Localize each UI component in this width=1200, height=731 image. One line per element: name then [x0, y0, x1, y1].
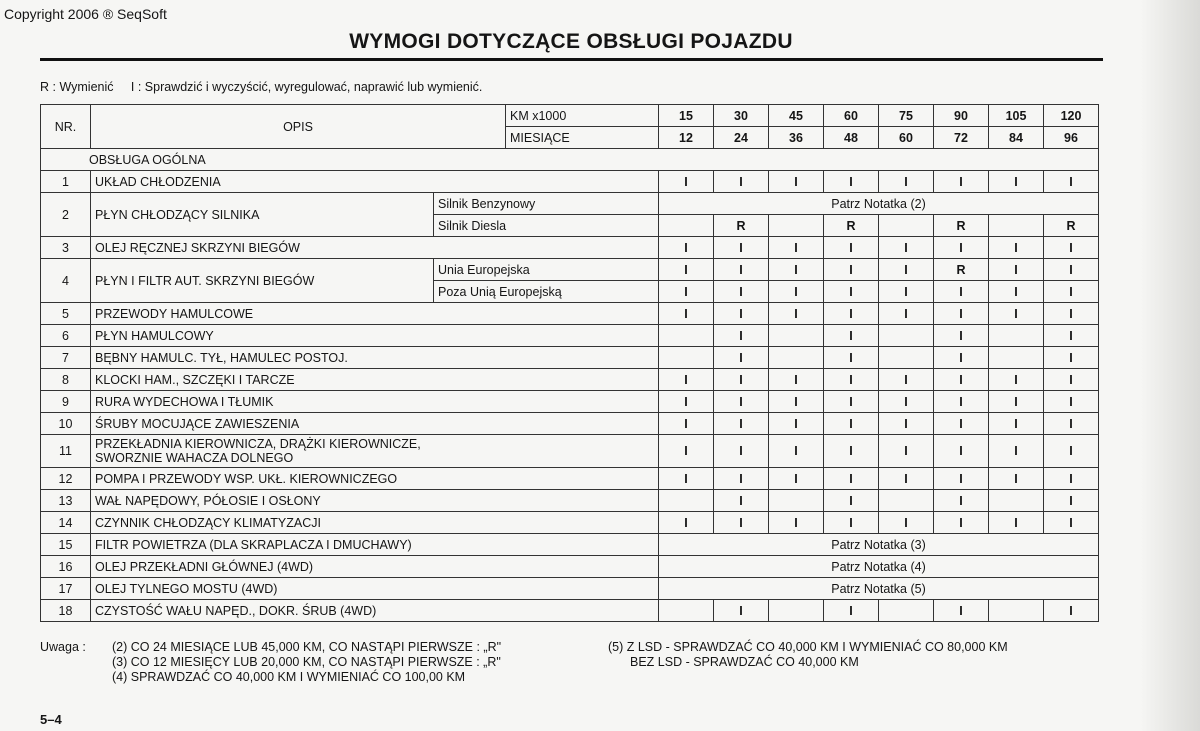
interval-mark: I	[1044, 490, 1099, 512]
interval-mark: I	[989, 237, 1044, 259]
legend-inspect: I : Sprawdzić i wyczyścić, wyregulować, naprawić lub wymienić.	[130, 80, 483, 94]
months-value: 24	[714, 127, 769, 149]
row-number: 9	[41, 391, 91, 413]
table-row	[41, 556, 1099, 578]
interval-mark: I	[824, 600, 879, 622]
row-number: 18	[41, 600, 91, 622]
interval-mark: I	[824, 468, 879, 490]
table-row	[41, 600, 1099, 622]
title-underline	[40, 58, 1103, 61]
nr-header: NR.	[41, 105, 91, 149]
table-row	[41, 534, 1099, 556]
interval-mark: I	[659, 237, 714, 259]
months-value: 60	[879, 127, 934, 149]
row-number: 4	[41, 259, 91, 303]
row-variant: Poza Unią Europejską	[434, 281, 659, 303]
interval-mark: I	[769, 237, 824, 259]
interval-mark	[879, 347, 934, 369]
row-note: Patrz Notatka (5)	[659, 578, 1099, 600]
row-note: Patrz Notatka (3)	[659, 534, 1099, 556]
km-value: 75	[879, 105, 934, 127]
table-row	[41, 413, 1099, 435]
interval-mark	[989, 215, 1044, 237]
row-description: OLEJ TYLNEGO MOSTU (4WD)	[91, 578, 659, 600]
months-value: 72	[934, 127, 989, 149]
interval-mark: I	[769, 259, 824, 281]
interval-mark: I	[934, 468, 989, 490]
row-description: PŁYN I FILTR AUT. SKRZYNI BIEGÓW	[91, 259, 434, 303]
interval-mark: I	[769, 303, 824, 325]
interval-mark: I	[879, 171, 934, 193]
row-number: 6	[41, 325, 91, 347]
table-row	[41, 369, 1099, 391]
km-value: 15	[659, 105, 714, 127]
row-number: 8	[41, 369, 91, 391]
interval-mark	[989, 490, 1044, 512]
interval-mark: I	[934, 303, 989, 325]
opis-header: OPIS	[91, 105, 506, 149]
table-row	[41, 435, 1099, 468]
interval-mark: I	[879, 391, 934, 413]
interval-mark: I	[934, 281, 989, 303]
interval-mark: R	[934, 259, 989, 281]
interval-mark: I	[824, 259, 879, 281]
interval-mark: I	[989, 369, 1044, 391]
row-description-line: PRZEKŁADNIA KIEROWNICZA, DRĄŻKI KIEROWNICZE,	[95, 437, 421, 451]
interval-mark: I	[659, 468, 714, 490]
interval-mark: I	[714, 600, 769, 622]
interval-mark: I	[1044, 237, 1099, 259]
interval-mark	[659, 347, 714, 369]
interval-mark: R	[714, 215, 769, 237]
row-description: CZYNNIK CHŁODZĄCY KLIMATYZACJI	[91, 512, 659, 534]
table-row	[41, 347, 1099, 369]
interval-mark: I	[989, 512, 1044, 534]
table-row	[41, 193, 1099, 215]
table-row	[41, 512, 1099, 534]
interval-mark: I	[1044, 512, 1099, 534]
interval-mark: I	[714, 512, 769, 534]
interval-mark: I	[934, 490, 989, 512]
row-variant: Silnik Diesla	[434, 215, 659, 237]
interval-mark: I	[934, 391, 989, 413]
interval-mark: I	[714, 369, 769, 391]
months-value: 36	[769, 127, 824, 149]
interval-mark: I	[769, 281, 824, 303]
interval-mark: I	[879, 435, 934, 468]
interval-mark: I	[824, 237, 879, 259]
km-value: 120	[1044, 105, 1099, 127]
interval-mark: I	[824, 512, 879, 534]
legend-replace: R : Wymienić	[40, 80, 114, 94]
interval-mark: I	[659, 303, 714, 325]
row-number: 5	[41, 303, 91, 325]
interval-mark: I	[989, 391, 1044, 413]
row-variant: Unia Europejska	[434, 259, 659, 281]
interval-mark: I	[769, 369, 824, 391]
interval-mark: I	[934, 413, 989, 435]
interval-mark: I	[1044, 468, 1099, 490]
interval-mark: I	[714, 490, 769, 512]
interval-mark: I	[714, 171, 769, 193]
interval-mark: I	[824, 435, 879, 468]
row-description-line: SWORZNIE WAHACZA DOLNEGO	[95, 451, 294, 465]
interval-mark	[989, 325, 1044, 347]
interval-mark: I	[714, 435, 769, 468]
row-description: ŚRUBY MOCUJĄCE ZAWIESZENIA	[91, 413, 659, 435]
interval-mark	[879, 600, 934, 622]
interval-mark	[659, 490, 714, 512]
row-number: 16	[41, 556, 91, 578]
interval-mark	[659, 215, 714, 237]
interval-mark: I	[769, 468, 824, 490]
interval-mark	[769, 600, 824, 622]
table-row	[41, 303, 1099, 325]
interval-mark	[769, 490, 824, 512]
interval-mark: I	[714, 413, 769, 435]
interval-mark: I	[934, 512, 989, 534]
row-number: 1	[41, 171, 91, 193]
interval-mark	[769, 215, 824, 237]
interval-mark: I	[769, 171, 824, 193]
row-number: 10	[41, 413, 91, 435]
interval-mark	[879, 325, 934, 347]
interval-mark	[769, 325, 824, 347]
interval-mark: I	[989, 281, 1044, 303]
interval-mark	[879, 490, 934, 512]
interval-mark: I	[879, 303, 934, 325]
interval-mark	[989, 347, 1044, 369]
interval-mark: I	[1044, 325, 1099, 347]
interval-mark: I	[714, 391, 769, 413]
interval-mark: I	[934, 347, 989, 369]
notes-left	[112, 640, 501, 685]
interval-mark: I	[1044, 391, 1099, 413]
months-value: 84	[989, 127, 1044, 149]
interval-mark: I	[659, 171, 714, 193]
interval-mark: R	[934, 215, 989, 237]
interval-mark: I	[714, 303, 769, 325]
interval-mark: I	[1044, 303, 1099, 325]
months-value: 48	[824, 127, 879, 149]
km-value: 30	[714, 105, 769, 127]
table-row	[41, 171, 1099, 193]
row-note: Patrz Notatka (2)	[659, 193, 1099, 215]
interval-mark	[989, 600, 1044, 622]
row-number: 3	[41, 237, 91, 259]
interval-mark: I	[1044, 171, 1099, 193]
page-number: 5–4	[40, 712, 62, 727]
interval-mark: I	[1044, 435, 1099, 468]
interval-mark: I	[934, 325, 989, 347]
row-number: 7	[41, 347, 91, 369]
interval-mark: I	[879, 512, 934, 534]
row-description: PŁYN CHŁODZĄCY SILNIKA	[91, 193, 434, 237]
interval-mark: I	[934, 600, 989, 622]
months-label: MIESIĄCE	[506, 127, 659, 149]
interval-mark: I	[879, 281, 934, 303]
interval-mark: I	[769, 391, 824, 413]
table-row	[41, 490, 1099, 512]
interval-mark: I	[659, 259, 714, 281]
interval-mark: I	[659, 281, 714, 303]
interval-mark: I	[714, 259, 769, 281]
interval-mark: I	[1044, 259, 1099, 281]
row-description: KLOCKI HAM., SZCZĘKI I TARCZE	[91, 369, 659, 391]
km-value: 45	[769, 105, 824, 127]
notes-right	[608, 640, 1008, 670]
interval-mark: I	[879, 413, 934, 435]
row-number: 13	[41, 490, 91, 512]
interval-mark: I	[659, 413, 714, 435]
interval-mark: I	[989, 468, 1044, 490]
interval-mark: I	[659, 369, 714, 391]
interval-mark: I	[934, 435, 989, 468]
interval-mark	[659, 325, 714, 347]
interval-mark: I	[934, 171, 989, 193]
interval-mark: I	[824, 391, 879, 413]
note-5a: (5) Z LSD - SPRAWDZAĆ CO 40,000 KM I WYMIENIAĆ CO 80,000 KM	[608, 640, 1008, 654]
interval-mark: I	[1044, 413, 1099, 435]
months-value: 96	[1044, 127, 1099, 149]
row-description: WAŁ NAPĘDOWY, PÓŁOSIE I OSŁONY	[91, 490, 659, 512]
interval-mark: I	[989, 171, 1044, 193]
table-row	[41, 259, 1099, 281]
row-number: 17	[41, 578, 91, 600]
interval-mark	[769, 347, 824, 369]
interval-mark	[879, 215, 934, 237]
row-description: UKŁAD CHŁODZENIA	[91, 171, 659, 193]
interval-mark: I	[659, 512, 714, 534]
legend	[40, 80, 482, 94]
row-number: 12	[41, 468, 91, 490]
row-description: PRZEWODY HAMULCOWE	[91, 303, 659, 325]
interval-mark: I	[824, 490, 879, 512]
interval-mark: I	[879, 237, 934, 259]
row-number: 11	[41, 435, 91, 468]
interval-mark: I	[824, 413, 879, 435]
table-row	[41, 468, 1099, 490]
interval-mark: I	[824, 303, 879, 325]
row-description: OLEJ PRZEKŁADNI GŁÓWNEJ (4WD)	[91, 556, 659, 578]
interval-mark: I	[659, 435, 714, 468]
interval-mark: I	[1044, 281, 1099, 303]
interval-mark: I	[824, 325, 879, 347]
interval-mark: I	[769, 435, 824, 468]
km-value: 90	[934, 105, 989, 127]
page-title: WYMOGI DOTYCZĄCE OBSŁUGI POJAZDU	[349, 30, 793, 53]
row-description: POMPA I PRZEWODY WSP. UKŁ. KIEROWNICZEGO	[91, 468, 659, 490]
section-row	[41, 149, 1099, 171]
table-row	[41, 325, 1099, 347]
interval-mark: I	[934, 369, 989, 391]
row-number: 2	[41, 193, 91, 237]
row-note: Patrz Notatka (4)	[659, 556, 1099, 578]
header-row-km	[41, 105, 1099, 127]
row-description: CZYSTOŚĆ WAŁU NAPĘD., DOKR. ŚRUB (4WD)	[91, 600, 659, 622]
interval-mark: I	[879, 369, 934, 391]
interval-mark: I	[769, 413, 824, 435]
note-3: (3) CO 12 MIESIĘCY LUB 20,000 KM, CO NASTĄPI PIERWSZE : „R"	[112, 655, 501, 669]
row-number: 14	[41, 512, 91, 534]
interval-mark: I	[934, 237, 989, 259]
row-variant: Silnik Benzynowy	[434, 193, 659, 215]
interval-mark: I	[879, 259, 934, 281]
row-description	[91, 435, 659, 468]
interval-mark: I	[824, 171, 879, 193]
note-4: (4) SPRAWDZAĆ CO 40,000 KM I WYMIENIAĆ CO 100,00 KM	[112, 670, 466, 684]
row-description: PŁYN HAMULCOWY	[91, 325, 659, 347]
interval-mark: I	[714, 347, 769, 369]
interval-mark: I	[714, 281, 769, 303]
interval-mark: I	[989, 413, 1044, 435]
row-description: FILTR POWIETRZA (DLA SKRAPLACZA I DMUCHAWY)	[91, 534, 659, 556]
copyright-text: Copyright 2006 ® SeqSoft	[4, 6, 167, 22]
table-row	[41, 391, 1099, 413]
km-value: 105	[989, 105, 1044, 127]
interval-mark: I	[989, 259, 1044, 281]
km-value: 60	[824, 105, 879, 127]
interval-mark: R	[824, 215, 879, 237]
interval-mark: I	[824, 347, 879, 369]
interval-mark: I	[824, 281, 879, 303]
km-label: KM x1000	[506, 105, 659, 127]
row-description: OLEJ RĘCZNEJ SKRZYNI BIEGÓW	[91, 237, 659, 259]
row-description: BĘBNY HAMULC. TYŁ, HAMULEC POSTOJ.	[91, 347, 659, 369]
row-number: 15	[41, 534, 91, 556]
interval-mark: I	[824, 369, 879, 391]
interval-mark: R	[1044, 215, 1099, 237]
interval-mark: I	[1044, 347, 1099, 369]
table-row	[41, 237, 1099, 259]
page-edge-shadow	[1140, 0, 1200, 731]
interval-mark: I	[989, 303, 1044, 325]
table-row	[41, 578, 1099, 600]
interval-mark: I	[659, 391, 714, 413]
interval-mark: I	[714, 325, 769, 347]
interval-mark: I	[769, 512, 824, 534]
note-5b: BEZ LSD - SPRAWDZAĆ CO 40,000 KM	[630, 655, 859, 669]
interval-mark	[659, 600, 714, 622]
maintenance-table	[40, 104, 1099, 622]
row-description: RURA WYDECHOWA I TŁUMIK	[91, 391, 659, 413]
months-value: 12	[659, 127, 714, 149]
notes-label: Uwaga :	[40, 640, 86, 654]
note-2: (2) CO 24 MIESIĄCE LUB 45,000 KM, CO NASTĄPI PIERWSZE : „R"	[112, 640, 502, 654]
interval-mark: I	[1044, 369, 1099, 391]
interval-mark: I	[989, 435, 1044, 468]
interval-mark: I	[1044, 600, 1099, 622]
interval-mark: I	[714, 237, 769, 259]
interval-mark: I	[879, 468, 934, 490]
interval-mark: I	[714, 468, 769, 490]
section-general: OBSŁUGA OGÓLNA	[41, 149, 1099, 171]
